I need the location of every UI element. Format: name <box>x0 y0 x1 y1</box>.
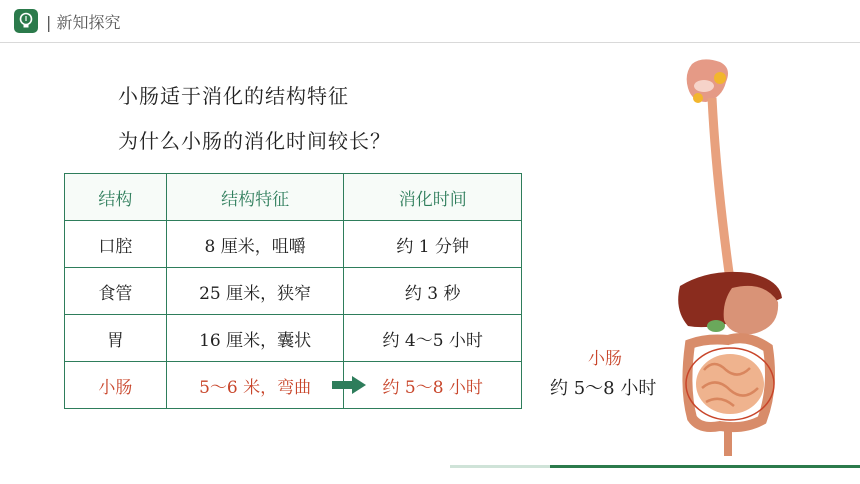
row-time: 约 5～8 小时 <box>382 377 483 398</box>
small-intestine-time: 约 5～8 小时 <box>550 378 657 399</box>
header-structure: 结构 <box>65 174 167 221</box>
footer-bar-accent <box>550 465 860 468</box>
row-time: 约 4～5 小时 <box>344 315 522 362</box>
digestion-table <box>64 173 522 409</box>
row-feature: 8 厘米，咀嚼 <box>166 221 344 268</box>
header-feature: 结构特征 <box>166 174 344 221</box>
table-row <box>65 315 522 362</box>
page-title: 小肠适于消化的结构特征 <box>118 84 349 108</box>
row-organ: 小肠 <box>65 362 167 409</box>
table-row-highlight <box>65 362 522 409</box>
row-feature: 5～6 米，弯曲 <box>166 362 344 409</box>
digestive-system-image <box>640 58 800 458</box>
row-organ: 食管 <box>65 268 167 315</box>
section-label: | 新知探究 <box>46 13 121 32</box>
footer-bar-light <box>450 465 550 468</box>
row-time: 约 3 秒 <box>344 268 522 315</box>
question-text: 为什么小肠的消化时间较长？ <box>118 129 391 153</box>
row-organ: 口腔 <box>65 221 167 268</box>
row-organ: 胃 <box>65 315 167 362</box>
row-time: 约 1 分钟 <box>344 221 522 268</box>
header-divider <box>0 42 860 43</box>
row-feature: 25 厘米，狭窄 <box>166 268 344 315</box>
lightbulb-icon <box>14 9 38 33</box>
row-time-cell <box>344 362 522 409</box>
table-header-row <box>65 174 522 221</box>
table-row <box>65 268 522 315</box>
row-feature: 16 厘米，囊状 <box>166 315 344 362</box>
table-row <box>65 221 522 268</box>
header <box>0 0 860 44</box>
header-time: 消化时间 <box>344 174 522 221</box>
arrow-right-icon <box>332 375 366 395</box>
small-intestine-label: 小肠 <box>588 349 622 369</box>
